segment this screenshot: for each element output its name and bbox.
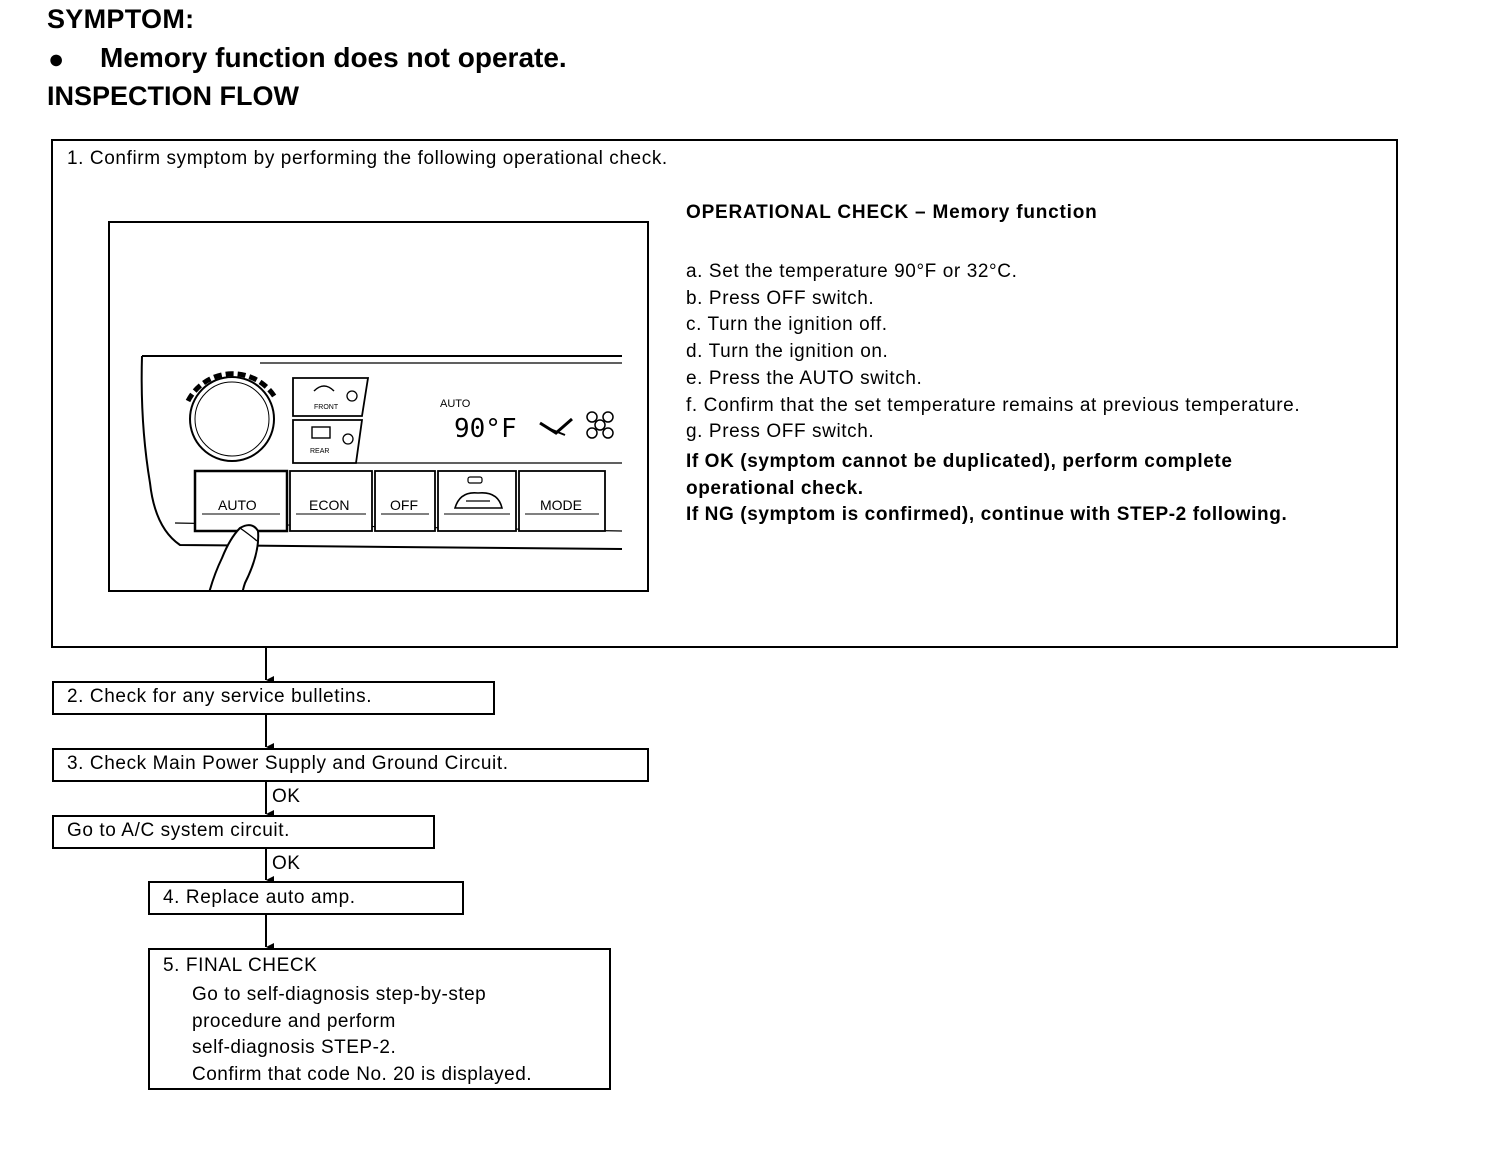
display-auto-indicator: AUTO — [440, 398, 471, 410]
mode-button-label: MODE — [540, 497, 582, 513]
step5-line: procedure and perform — [192, 1010, 396, 1032]
ac-circuit-text: Go to A/C system circuit. — [67, 820, 290, 841]
auto-button-label: AUTO — [218, 497, 257, 513]
operational-check-item: e. Press the AUTO switch. — [686, 367, 923, 389]
note-line: If OK (symptom cannot be duplicated), perform complete — [686, 451, 1233, 472]
operational-check-item: g. Press OFF switch. — [686, 421, 875, 443]
econ-button-label: ECON — [309, 497, 350, 513]
inspection-flow-title: INSPECTION FLOW — [47, 81, 299, 111]
ok-label-2: OK — [272, 853, 301, 874]
step5-line: Confirm that code No. 20 is displayed. — [192, 1064, 533, 1086]
operational-check-item: c. Turn the ignition off. — [686, 314, 888, 336]
step1-text: 1. Confirm symptom by performing the following operational check. — [67, 148, 668, 169]
bullet-icon: ● — [48, 44, 65, 74]
step5-title: 5. FINAL CHECK — [163, 955, 318, 976]
step2-text: 2. Check for any service bulletins. — [67, 686, 373, 707]
step5-line: self-diagnosis STEP-2. — [192, 1037, 397, 1059]
step5-body — [192, 982, 532, 1089]
rear-label: REAR — [310, 448, 330, 455]
operational-check-item: a. Set the temperature 90°F or 32°C. — [686, 261, 1018, 282]
step5-line: Go to self-diagnosis step-by-step — [192, 984, 487, 1005]
symptom-label: SYMPTOM: — [47, 4, 195, 34]
ok-label-1: OK — [272, 786, 301, 807]
note-line: If NG (symptom is confirmed), continue with STEP-2 following. — [686, 504, 1288, 526]
operational-check-item: f. Confirm that the set temperature remains at previous temperature. — [686, 394, 1301, 416]
front-label: FRONT — [314, 404, 339, 411]
temperature-display: 90°F — [454, 414, 517, 444]
symptom-text: Memory function does not operate. — [100, 42, 567, 73]
note-line: operational check. — [686, 477, 864, 499]
operational-check-item: b. Press OFF switch. — [686, 287, 875, 309]
step4-text: 4. Replace auto amp. — [163, 887, 356, 908]
step3-text: 3. Check Main Power Supply and Ground Circuit. — [67, 753, 509, 774]
operational-check-item: d. Turn the ignition on. — [686, 341, 889, 363]
operational-check-title: OPERATIONAL CHECK – Memory function — [686, 202, 1098, 223]
off-button-label: OFF — [390, 497, 418, 513]
